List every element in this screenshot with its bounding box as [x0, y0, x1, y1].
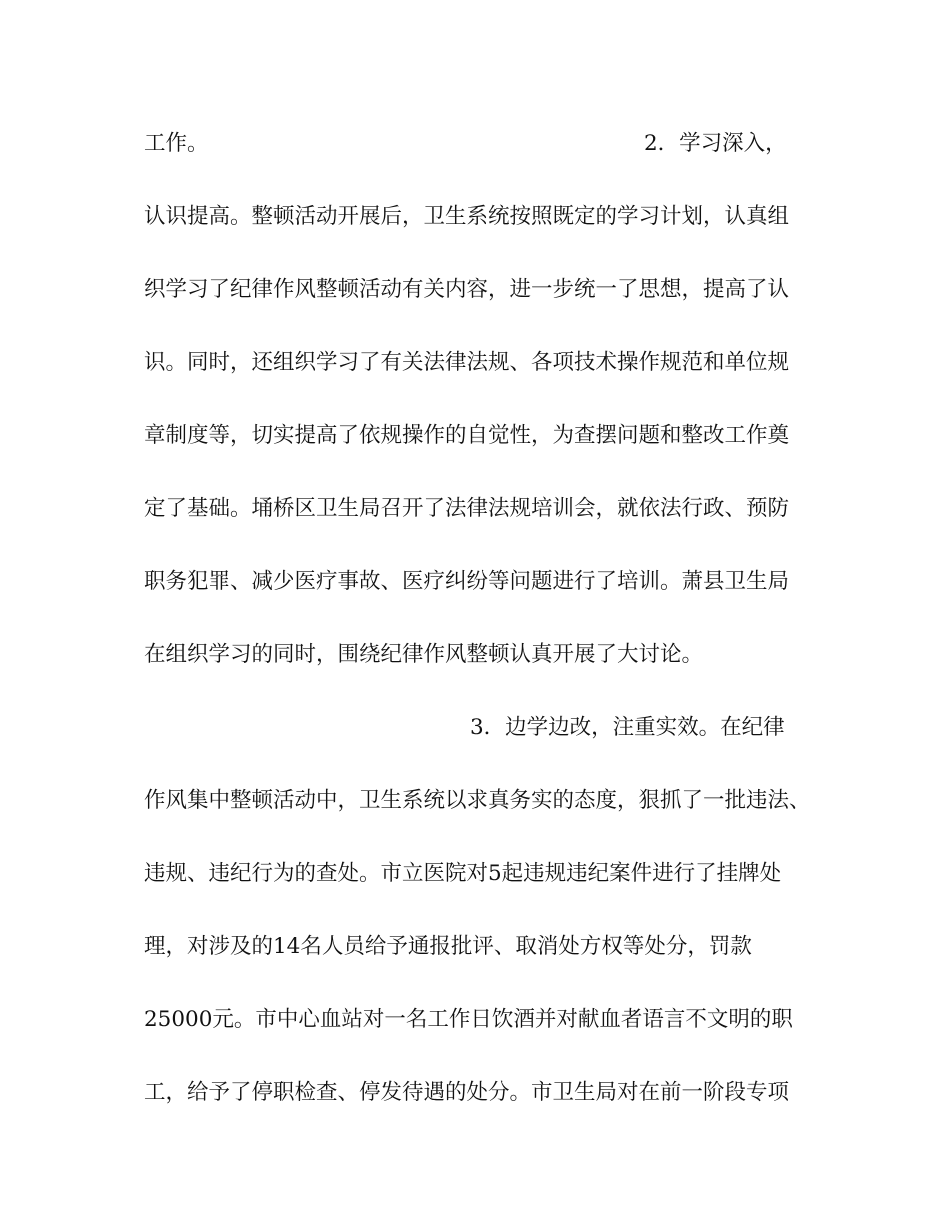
text-line-3: 织学习了纪律作风整顿活动有关内容，进一步统一了思想，提高了认 [144, 277, 790, 302]
text-line-13: 25000元。市中心血站对一名工作日饮酒并对献血者语言不文明的职 [144, 1007, 793, 1032]
section-heading-2: 2．学习深入， [644, 131, 787, 156]
text-line-10: 作风集中整顿活动中，卫生系统以求真务实的态度，狠抓了一批违法、 [144, 788, 811, 813]
text-line-4: 识。同时，还组织学习了有关法律法规、各项技术操作规范和单位规 [144, 350, 790, 375]
text-line-8: 在组织学习的同时，围绕纪律作风整顿认真开展了大讨论。 [144, 642, 704, 667]
text-line-9 [144, 713, 804, 743]
text-line-1-left: 工作。 [144, 131, 209, 156]
text-line-7: 职务犯罪、减少医疗事故、医疗纠纷等问题进行了培训。萧县卫生局 [144, 569, 790, 594]
text-line-5: 章制度等，切实提高了依规操作的自觉性，为查摆问题和整改工作奠 [144, 423, 790, 448]
text-line-6: 定了基础。埇桥区卫生局召开了法律法规培训会，就依法行政、预防 [144, 496, 790, 521]
text-line-11: 违规、违纪行为的查处。市立医院对5起违规违纪案件进行了挂牌处 [144, 861, 782, 886]
text-line-1 [144, 129, 804, 159]
section-heading-3: 3．边学边改，注重实效。在纪律 [470, 715, 785, 740]
text-line-12: 理，对涉及的14名人员给予通报批评、取消处方权等处分，罚款 [144, 934, 752, 959]
text-line-14: 工，给予了停职检查、停发待遇的处分。市卫生局对在前一阶段专项 [144, 1080, 790, 1105]
text-line-2: 认识提高。整顿活动开展后，卫生系统按照既定的学习计划，认真组 [144, 204, 790, 229]
